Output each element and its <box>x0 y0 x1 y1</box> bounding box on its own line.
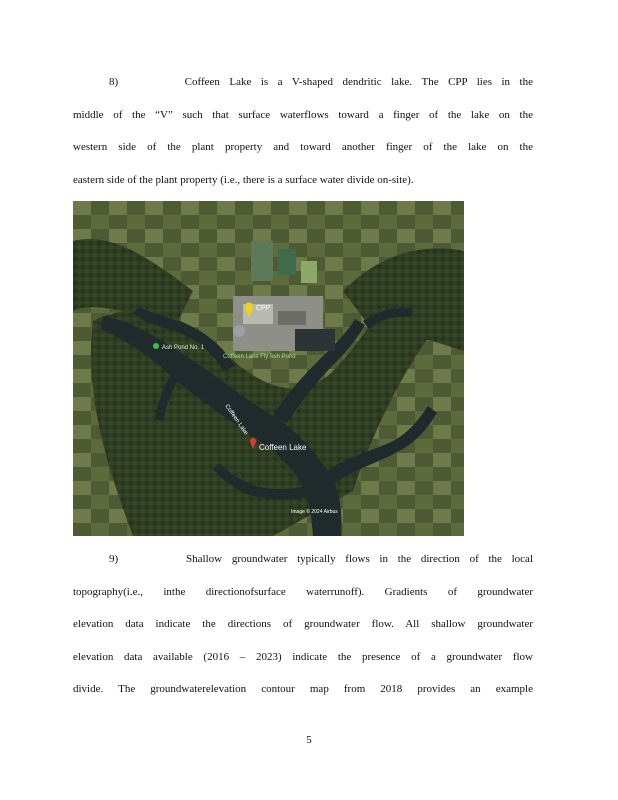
satellite-map-figure <box>73 201 464 536</box>
map-label-coffeen-lake: Coffeen Lake <box>259 443 307 452</box>
paragraph-8-line: western side of the plant property and toward another finger of the lake on the <box>73 141 533 153</box>
map-label-ash-pond: Ash Pond No. 1 <box>162 345 205 351</box>
paragraph-9-line: topography(i.e., inthe directionofsurface waterrunoff). Gradients of groundwater <box>73 585 533 598</box>
page-number: 5 <box>306 734 312 746</box>
paragraph-8 <box>73 66 533 196</box>
map-label-plant: Coffeen Lake Fly Ash Pond <box>223 354 296 360</box>
map-copyright: Image © 2024 Airbus <box>291 509 338 515</box>
map-label-cpp: CPP <box>256 305 271 312</box>
paragraph-8-line: middle of the “V” such that surface waterflows toward a finger of the lake on the <box>73 108 533 121</box>
paragraph-9-line: elevation data available (2016 – 2023) indicate the presence of a groundwater flow <box>73 650 533 663</box>
map-pin-ash-pond <box>153 343 159 349</box>
paragraph-9 <box>73 543 533 706</box>
paragraph-9-line: divide. The groundwaterelevation contour map from 2018 provides an example <box>73 683 533 695</box>
paragraph-9-line: 9) Shallow groundwater typically flows in the direction of the local <box>109 553 533 565</box>
paragraph-8-line: eastern side of the plant property (i.e., there is a surface water divide on-site). <box>73 173 414 186</box>
map-label-lake-arm: Coffeen Lake <box>223 403 249 437</box>
paragraph-9-line: elevation data indicate the directions of groundwater flow. All shallow groundwater <box>73 618 533 630</box>
paragraph-8-line: 8) Coffeen Lake is a V-shaped dendritic lake. The CPP lies in the <box>109 76 533 88</box>
satellite-map-image <box>73 201 464 536</box>
